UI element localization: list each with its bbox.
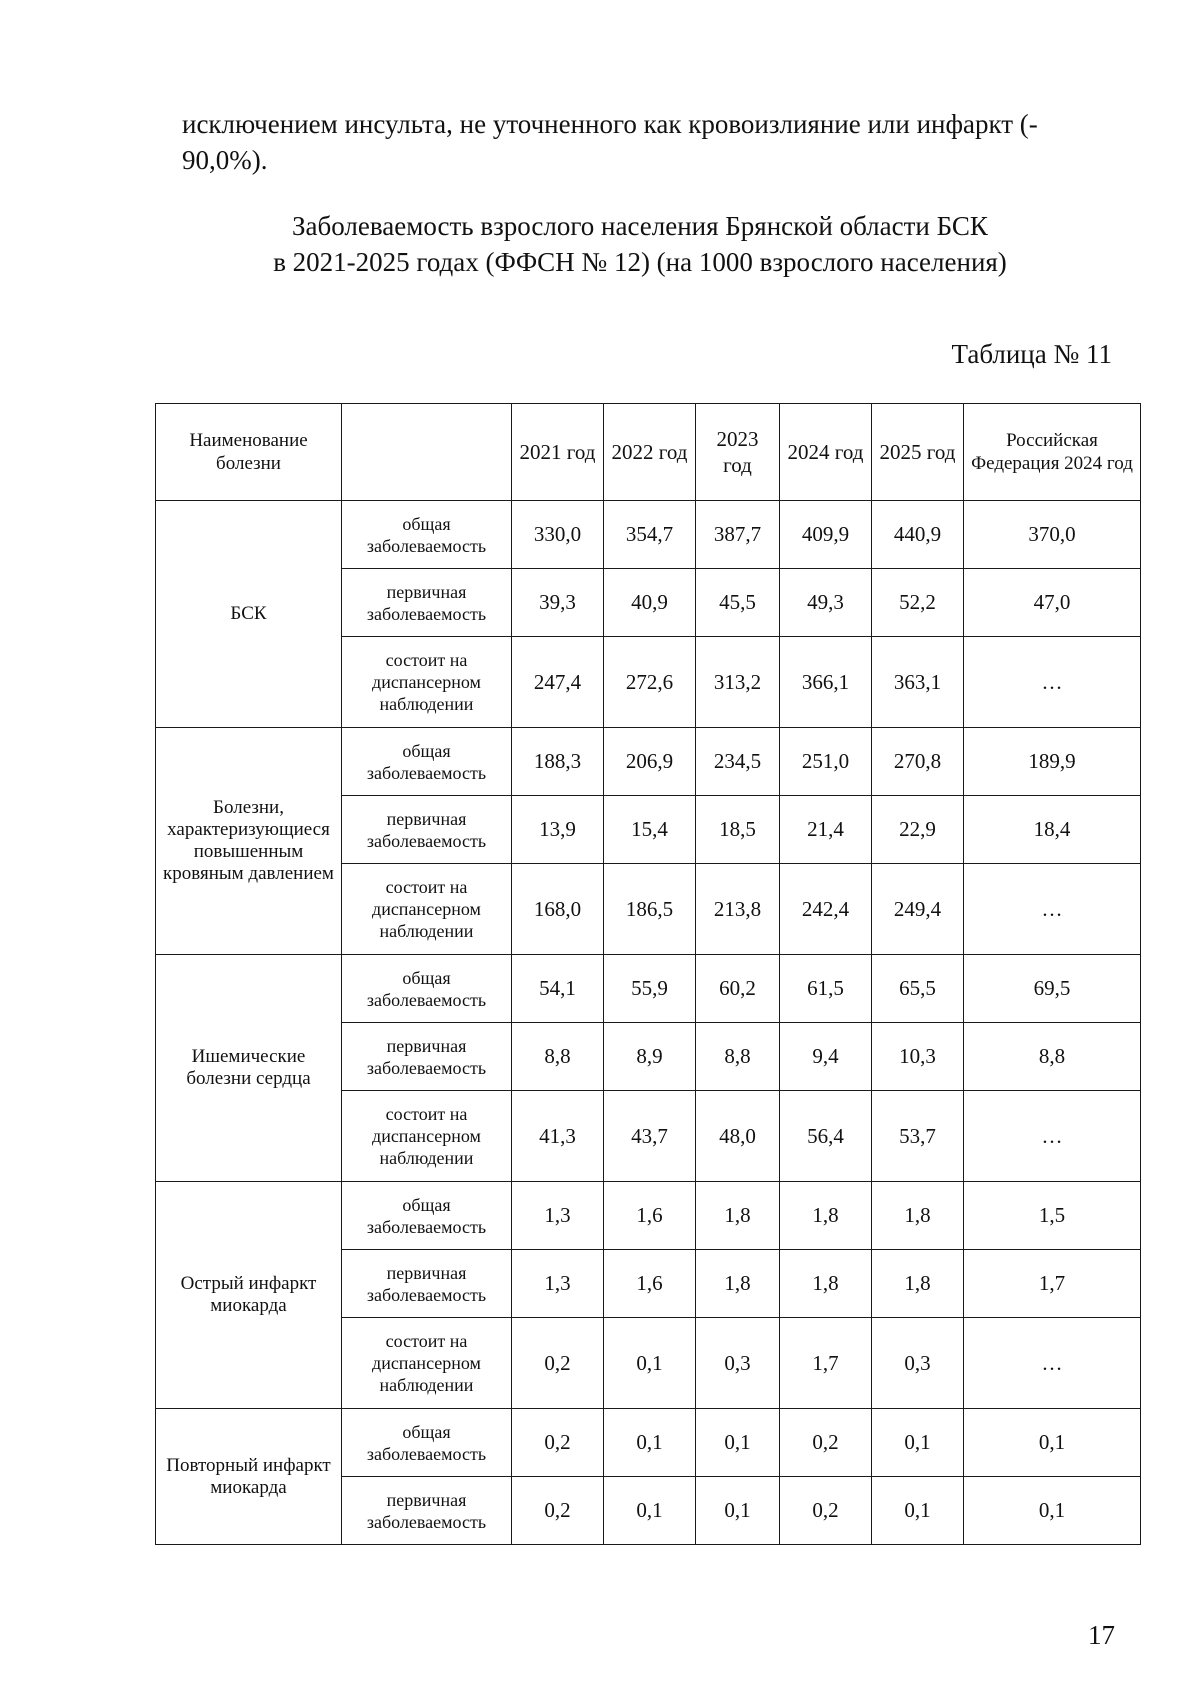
table-header-row xyxy=(156,404,1141,501)
rf-value-cell: 69,5 xyxy=(964,955,1141,1023)
table-row xyxy=(156,1182,1141,1250)
table-row xyxy=(156,1409,1141,1477)
rf-value-cell: 1,7 xyxy=(964,1250,1141,1318)
rf-value-cell: 18,4 xyxy=(964,796,1141,864)
value-cell: 53,7 xyxy=(872,1091,964,1182)
value-cell: 55,9 xyxy=(604,955,696,1023)
disease-name-cell: Болезни, характеризующиеся повышенным кровяным давлением xyxy=(156,728,342,955)
value-cell: 10,3 xyxy=(872,1023,964,1091)
value-cell: 40,9 xyxy=(604,569,696,637)
indicator-cell: первичная заболеваемость xyxy=(342,1477,512,1545)
rf-value-cell: … xyxy=(964,1091,1141,1182)
value-cell: 18,5 xyxy=(696,796,780,864)
value-cell: 1,3 xyxy=(512,1250,604,1318)
header-disease-name: Наименование болезни xyxy=(156,404,342,501)
value-cell: 21,4 xyxy=(780,796,872,864)
caption-line-1: Заболеваемость взрослого населения Брянской области БСК xyxy=(292,211,988,241)
value-cell: 186,5 xyxy=(604,864,696,955)
value-cell: 22,9 xyxy=(872,796,964,864)
value-cell: 49,3 xyxy=(780,569,872,637)
value-cell: 168,0 xyxy=(512,864,604,955)
rf-value-cell: 0,1 xyxy=(964,1477,1141,1545)
header-year-2021: 2021 год xyxy=(512,404,604,501)
rf-value-cell: 0,1 xyxy=(964,1409,1141,1477)
value-cell: 0,1 xyxy=(604,1318,696,1409)
header-year-2023: 2023 год xyxy=(696,404,780,501)
indicator-cell: первичная заболеваемость xyxy=(342,1250,512,1318)
indicator-cell: состоит на диспансерном наблюдении xyxy=(342,637,512,728)
value-cell: 234,5 xyxy=(696,728,780,796)
value-cell: 0,1 xyxy=(604,1409,696,1477)
indicator-cell: первичная заболеваемость xyxy=(342,796,512,864)
value-cell: 206,9 xyxy=(604,728,696,796)
value-cell: 0,1 xyxy=(696,1409,780,1477)
disease-name-cell: БСК xyxy=(156,501,342,728)
table-row xyxy=(156,728,1141,796)
value-cell: 1,7 xyxy=(780,1318,872,1409)
indicator-cell: общая заболеваемость xyxy=(342,1409,512,1477)
indicator-cell: общая заболеваемость xyxy=(342,728,512,796)
rf-value-cell: … xyxy=(964,637,1141,728)
value-cell: 0,1 xyxy=(872,1477,964,1545)
value-cell: 13,9 xyxy=(512,796,604,864)
indicator-cell: состоит на диспансерном наблюдении xyxy=(342,864,512,955)
indicator-cell: первичная заболеваемость xyxy=(342,1023,512,1091)
value-cell: 43,7 xyxy=(604,1091,696,1182)
value-cell: 1,8 xyxy=(696,1250,780,1318)
value-cell: 366,1 xyxy=(780,637,872,728)
value-cell: 409,9 xyxy=(780,501,872,569)
intro-line-1: исключением инсульта, не уточненного как кровоизлияние или инфаркт (- xyxy=(182,109,1038,139)
value-cell: 1,6 xyxy=(604,1182,696,1250)
value-cell: 48,0 xyxy=(696,1091,780,1182)
value-cell: 251,0 xyxy=(780,728,872,796)
value-cell: 8,9 xyxy=(604,1023,696,1091)
value-cell: 249,4 xyxy=(872,864,964,955)
value-cell: 0,3 xyxy=(696,1318,780,1409)
rf-value-cell: 8,8 xyxy=(964,1023,1141,1091)
value-cell: 65,5 xyxy=(872,955,964,1023)
value-cell: 1,8 xyxy=(780,1182,872,1250)
value-cell: 1,8 xyxy=(696,1182,780,1250)
value-cell: 272,6 xyxy=(604,637,696,728)
value-cell: 247,4 xyxy=(512,637,604,728)
value-cell: 0,2 xyxy=(512,1409,604,1477)
rf-value-cell: … xyxy=(964,1318,1141,1409)
table-number-label: Таблица № 11 xyxy=(951,339,1112,369)
header-indicator xyxy=(342,404,512,501)
header-year-2022: 2022 год xyxy=(604,404,696,501)
rf-value-cell: … xyxy=(964,864,1141,955)
indicator-cell: общая заболеваемость xyxy=(342,1182,512,1250)
value-cell: 60,2 xyxy=(696,955,780,1023)
header-year-2024: 2024 год xyxy=(780,404,872,501)
value-cell: 1,8 xyxy=(780,1250,872,1318)
value-cell: 1,6 xyxy=(604,1250,696,1318)
value-cell: 8,8 xyxy=(512,1023,604,1091)
table-caption xyxy=(180,208,1100,280)
value-cell: 1,3 xyxy=(512,1182,604,1250)
value-cell: 0,1 xyxy=(696,1477,780,1545)
value-cell: 213,8 xyxy=(696,864,780,955)
value-cell: 0,2 xyxy=(780,1409,872,1477)
indicator-cell: общая заболеваемость xyxy=(342,501,512,569)
caption-line-2: в 2021-2025 годах (ФФСН № 12) (на 1000 взрослого населения) xyxy=(273,247,1007,277)
value-cell: 9,4 xyxy=(780,1023,872,1091)
table-row xyxy=(156,501,1141,569)
value-cell: 0,2 xyxy=(512,1477,604,1545)
disease-name-cell: Острый инфаркт миокарда xyxy=(156,1182,342,1409)
intro-line-2: 90,0%). xyxy=(182,145,268,175)
value-cell: 0,2 xyxy=(780,1477,872,1545)
value-cell: 387,7 xyxy=(696,501,780,569)
value-cell: 56,4 xyxy=(780,1091,872,1182)
value-cell: 0,2 xyxy=(512,1318,604,1409)
indicator-cell: состоит на диспансерном наблюдении xyxy=(342,1318,512,1409)
value-cell: 15,4 xyxy=(604,796,696,864)
disease-name-cell: Ишемические болезни сердца xyxy=(156,955,342,1182)
morbidity-table xyxy=(155,403,1141,1545)
page-number: 17 xyxy=(1088,1620,1115,1650)
value-cell: 188,3 xyxy=(512,728,604,796)
value-cell: 52,2 xyxy=(872,569,964,637)
disease-name-cell: Повторный инфаркт миокарда xyxy=(156,1409,342,1545)
value-cell: 41,3 xyxy=(512,1091,604,1182)
value-cell: 0,3 xyxy=(872,1318,964,1409)
value-cell: 0,1 xyxy=(872,1409,964,1477)
value-cell: 61,5 xyxy=(780,955,872,1023)
value-cell: 8,8 xyxy=(696,1023,780,1091)
value-cell: 1,8 xyxy=(872,1250,964,1318)
indicator-cell: общая заболеваемость xyxy=(342,955,512,1023)
rf-value-cell: 189,9 xyxy=(964,728,1141,796)
rf-value-cell: 370,0 xyxy=(964,501,1141,569)
value-cell: 39,3 xyxy=(512,569,604,637)
value-cell: 270,8 xyxy=(872,728,964,796)
indicator-cell: состоит на диспансерном наблюдении xyxy=(342,1091,512,1182)
header-russian-federation: Российская Федерация 2024 год xyxy=(964,404,1141,501)
indicator-cell: первичная заболеваемость xyxy=(342,569,512,637)
rf-value-cell: 47,0 xyxy=(964,569,1141,637)
header-year-2025: 2025 год xyxy=(872,404,964,501)
table-body xyxy=(156,501,1141,1545)
intro-paragraph xyxy=(182,106,1100,178)
value-cell: 330,0 xyxy=(512,501,604,569)
rf-value-cell: 1,5 xyxy=(964,1182,1141,1250)
value-cell: 45,5 xyxy=(696,569,780,637)
value-cell: 54,1 xyxy=(512,955,604,1023)
value-cell: 440,9 xyxy=(872,501,964,569)
table-row xyxy=(156,955,1141,1023)
value-cell: 313,2 xyxy=(696,637,780,728)
value-cell: 363,1 xyxy=(872,637,964,728)
value-cell: 0,1 xyxy=(604,1477,696,1545)
value-cell: 1,8 xyxy=(872,1182,964,1250)
value-cell: 242,4 xyxy=(780,864,872,955)
value-cell: 354,7 xyxy=(604,501,696,569)
